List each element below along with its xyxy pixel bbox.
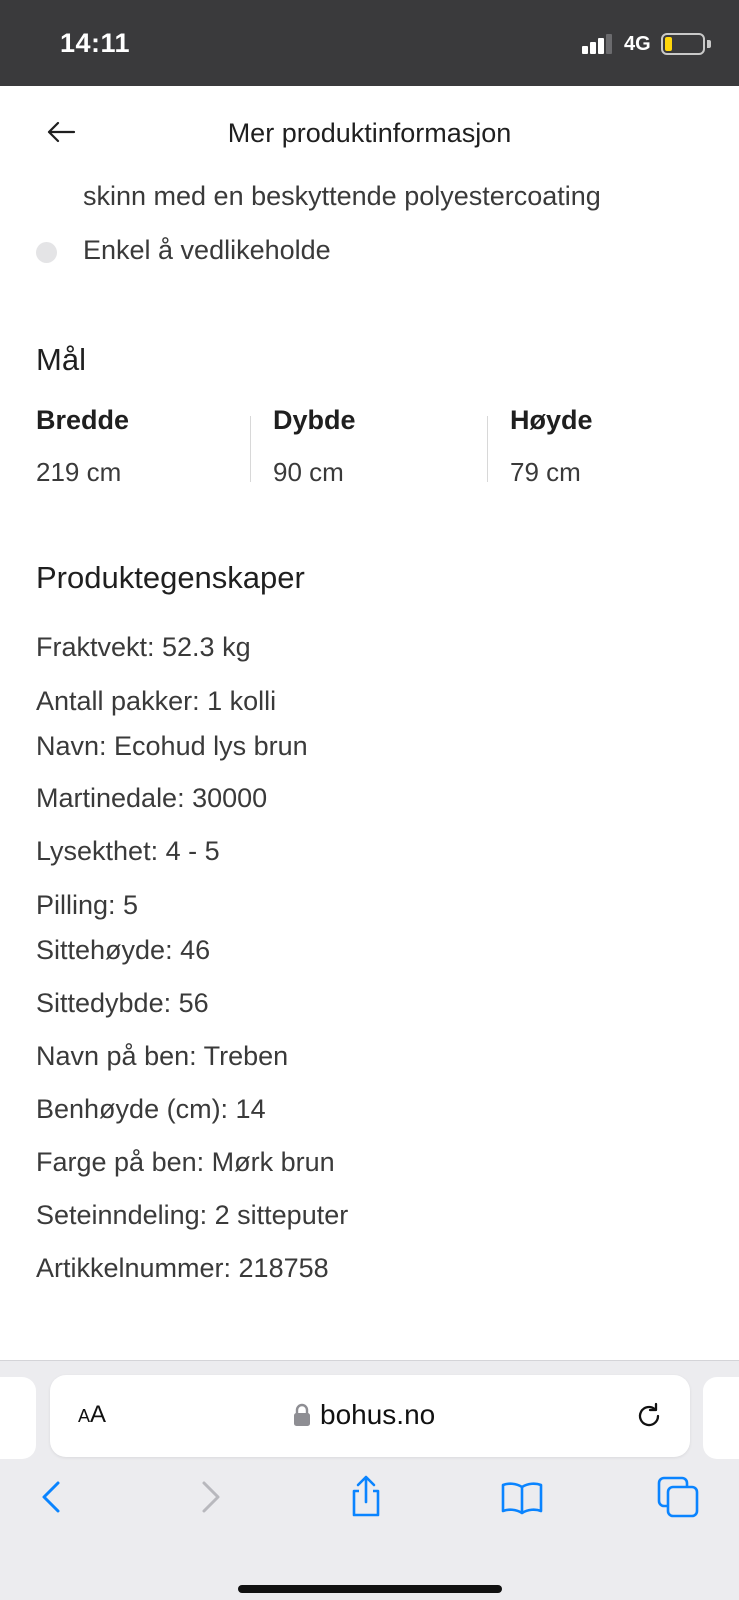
page-title: Mer produktinformasjon (227, 118, 512, 148)
property-item: Fraktvekt: 52.3 kg (36, 632, 251, 662)
dimension-label: Bredde (36, 405, 130, 435)
dimension-value: 90 cm (273, 457, 344, 487)
page-header (0, 86, 739, 186)
lock-icon (293, 1403, 311, 1427)
property-item: Artikkelnummer: 218758 (36, 1253, 329, 1283)
next-tab-peek[interactable] (703, 1377, 739, 1459)
property-item: Benhøyde (cm): 14 (36, 1094, 266, 1124)
home-indicator (238, 1585, 502, 1593)
property-item: Martinedale: 30000 (36, 783, 268, 813)
status-time: 14:11 (60, 28, 131, 58)
text-size-button[interactable]: AA (78, 1401, 107, 1428)
previous-tab-peek[interactable] (0, 1377, 36, 1459)
back-icon[interactable] (30, 1475, 74, 1519)
property-item: Pilling: 5 (36, 890, 139, 920)
divider (487, 416, 488, 482)
dimension-label: Dybde (273, 405, 356, 435)
battery-icon (661, 33, 705, 55)
property-item: Sittedybde: 56 (36, 988, 209, 1018)
dimension-value: 79 cm (510, 457, 581, 487)
network-type: 4G (624, 33, 651, 55)
property-item: Navn på ben: Treben (36, 1041, 289, 1071)
dimension-label: Høyde (510, 405, 593, 435)
property-item: Navn: Ecohud lys brun (36, 731, 308, 761)
status-bar (0, 0, 739, 86)
property-item: Sittehøyde: 46 (36, 935, 211, 965)
forward-icon[interactable] (188, 1475, 232, 1519)
property-item: Lysekthet: 4 - 5 (36, 836, 220, 866)
url-text[interactable]: bohus.no (320, 1399, 436, 1430)
properties-title: Produktegenskaper (36, 560, 305, 595)
share-icon[interactable] (344, 1475, 388, 1519)
battery-nub (707, 40, 711, 48)
signal-icon (582, 34, 614, 54)
property-item: Antall pakker: 1 kolli (36, 686, 277, 716)
dimension-depth (273, 405, 503, 485)
battery-level (665, 37, 672, 51)
feature-item: Enkel å vedlikeholde (83, 235, 331, 265)
reload-icon[interactable] (634, 1401, 664, 1431)
property-item: Seteinndeling: 2 sitteputer (36, 1200, 349, 1230)
dimension-height (510, 405, 739, 485)
tabs-icon[interactable] (656, 1475, 700, 1519)
browser-toolbar (0, 1360, 739, 1600)
bookmarks-icon[interactable] (500, 1475, 544, 1519)
feature-text-continued: skinn med en beskyttende polyestercoating (83, 181, 601, 211)
address-bar[interactable] (50, 1375, 690, 1457)
dimension-width (36, 405, 266, 485)
property-item: Farge på ben: Mørk brun (36, 1147, 335, 1177)
divider (250, 416, 251, 482)
dimensions-title: Mål (36, 342, 86, 377)
dimension-value: 219 cm (36, 457, 122, 487)
bullet-dot (36, 242, 57, 263)
